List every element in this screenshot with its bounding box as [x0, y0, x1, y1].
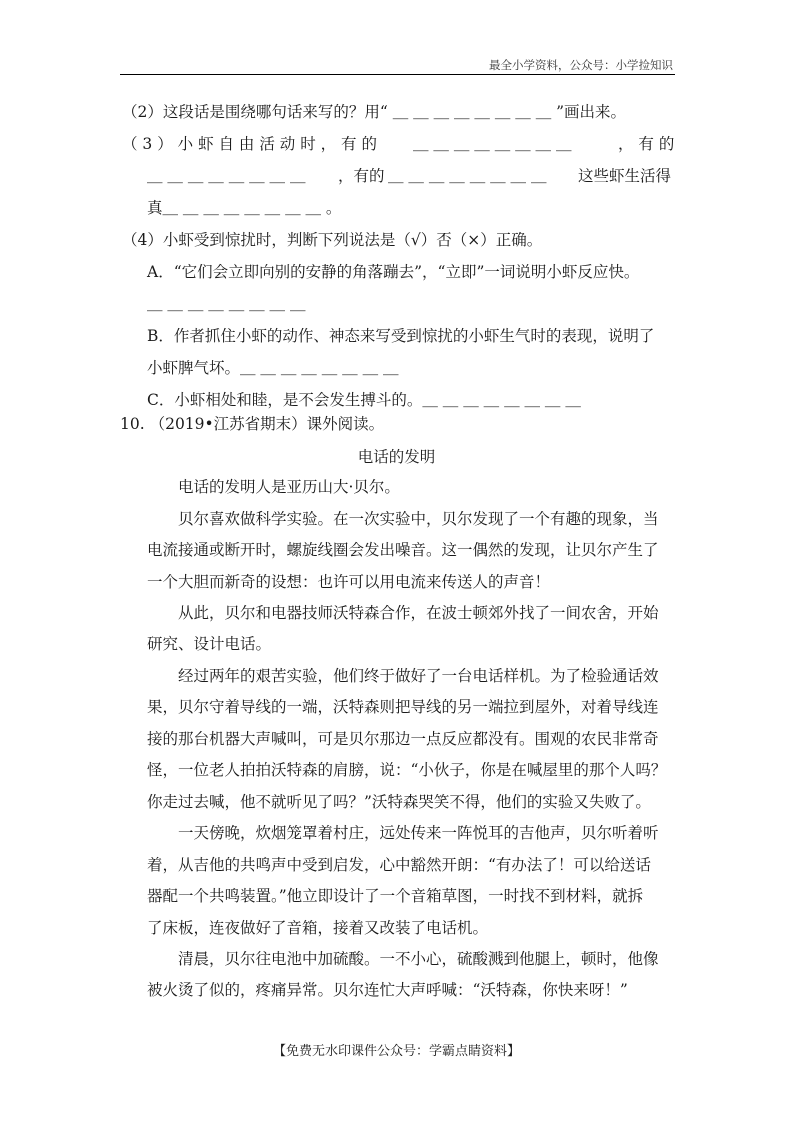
question-10-heading: 10. （2019•江苏省期末）课外阅读。 — [120, 415, 385, 433]
question-4: （4）小虾受到惊扰时，判断下列说法是（√）否（×）正确。 — [122, 231, 543, 249]
question-4-option-a-blank: ＿ ＿ ＿ ＿ ＿ ＿ ＿ ＿ — [147, 295, 306, 313]
question-3-blank-1: ＿ ＿ ＿ ＿ ＿ ＿ ＿ ＿ — [413, 135, 572, 153]
question-3-line-2-mid: ，有的 — [338, 167, 385, 185]
question-4-option-b-line-2: 小虾脾气坏。＿ ＿ ＿ ＿ ＿ ＿ ＿ ＿ — [147, 359, 399, 377]
question-3-line-2-end: 这些虾生活得 — [578, 167, 672, 185]
passage-line: 一个大胆而新奇的设想：也许可以用电流来传送人的声音！ — [147, 573, 551, 591]
passage-line: 电流接通或断开时，螺旋线圈会发出噪音。这一偶然的发现，让贝尔产生了 — [147, 541, 659, 559]
passage-line: 研究、设计电话。 — [147, 635, 272, 653]
question-4-option-b-line-1: B．作者抓住小虾的动作、神态来写受到惊扰的小虾生气时的表现，说明了 — [147, 327, 655, 345]
passage-line: 果，贝尔守着导线的一端，沃特森则把导线的另一端拉到屋外，对着导线连 — [147, 698, 659, 716]
question-3-line-3: 真＿ ＿ ＿ ＿ ＿ ＿ ＿ ＿ 。 — [147, 199, 342, 217]
question-3-line-1-end: ， 有 的 — [618, 135, 675, 153]
page-header: 最全小学资料，公众号：小学捡知识 — [489, 58, 673, 72]
passage-line: 着，从吉他的共鸣声中受到启发，心中豁然开朗：“有办法了！可以给送话 — [147, 856, 651, 874]
header-divider — [120, 74, 675, 75]
question-2: （2）这段话是围绕哪句话来写的？用“ ＿ ＿ ＿ ＿ ＿ ＿ ＿ ＿ ”画出来。 — [122, 103, 627, 121]
passage-line: 被火烫了似的，疼痛异常。贝尔连忙大声呼喊：“沃特森，你快来呀！” — [147, 981, 628, 999]
passage-line: 一天傍晚，炊烟笼罩着村庄，远处传来一阵悦耳的吉他声，贝尔听着听 — [178, 824, 659, 842]
question-4-option-c: C．小虾相处和睦，是不会发生搏斗的。＿ ＿ ＿ ＿ ＿ ＿ ＿ ＿ — [147, 391, 581, 409]
passage-line: 电话的发明人是亚历山大·贝尔。 — [178, 478, 400, 496]
question-3-blank-2: ＿ ＿ ＿ ＿ ＿ ＿ ＿ ＿ — [147, 167, 306, 185]
passage-line: 器配一个共鸣装置。”他立即设计了一个音箱草图，一时找不到材料，就拆 — [147, 887, 644, 905]
passage-line: 你走过去喊，他不就听见了吗？”沃特森哭笑不得，他们的实验又失败了。 — [147, 793, 651, 811]
passage-line: 经过两年的艰苦实验，他们终于做好了一台电话样机。为了检验通话效 — [178, 667, 659, 685]
passage-title: 电话的发明 — [357, 448, 436, 466]
passage-line: 从此，贝尔和电器技师沃特森合作，在波士顿郊外找了一间农舍，开始 — [178, 604, 659, 622]
question-3-blank-3: ＿ ＿ ＿ ＿ ＿ ＿ ＿ ＿ — [388, 167, 547, 185]
page-footer: 【免费无水印课件公众号：学霸点睛资料】 — [272, 1044, 520, 1059]
passage-line: 了床板，连夜做好了音箱，接着又改装了电话机。 — [147, 919, 489, 937]
passage-line: 怪，一位老人拍拍沃特森的肩膀，说：“小伙子，你是在喊屋里的那个人吗？ — [147, 761, 667, 779]
passage-line: 清晨，贝尔往电池中加硫酸。一不小心，硫酸溅到他腿上，顿时，他像 — [178, 950, 659, 968]
question-3-line-1-start: （ 3 ） 小 虾 自 由 活 动 时 ， 有 的 — [122, 135, 377, 153]
question-4-option-a: A．“它们会立即向别的安静的角落蹦去”，“立即”一词说明小虾反应快。 — [147, 263, 640, 281]
passage-line: 接的那台机器大声喊叫，可是贝尔那边一点反应都没有。围观的农民非常奇 — [147, 730, 659, 748]
passage-line: 贝尔喜欢做科学实验。在一次实验中，贝尔发现了一个有趣的现象，当 — [178, 510, 659, 528]
